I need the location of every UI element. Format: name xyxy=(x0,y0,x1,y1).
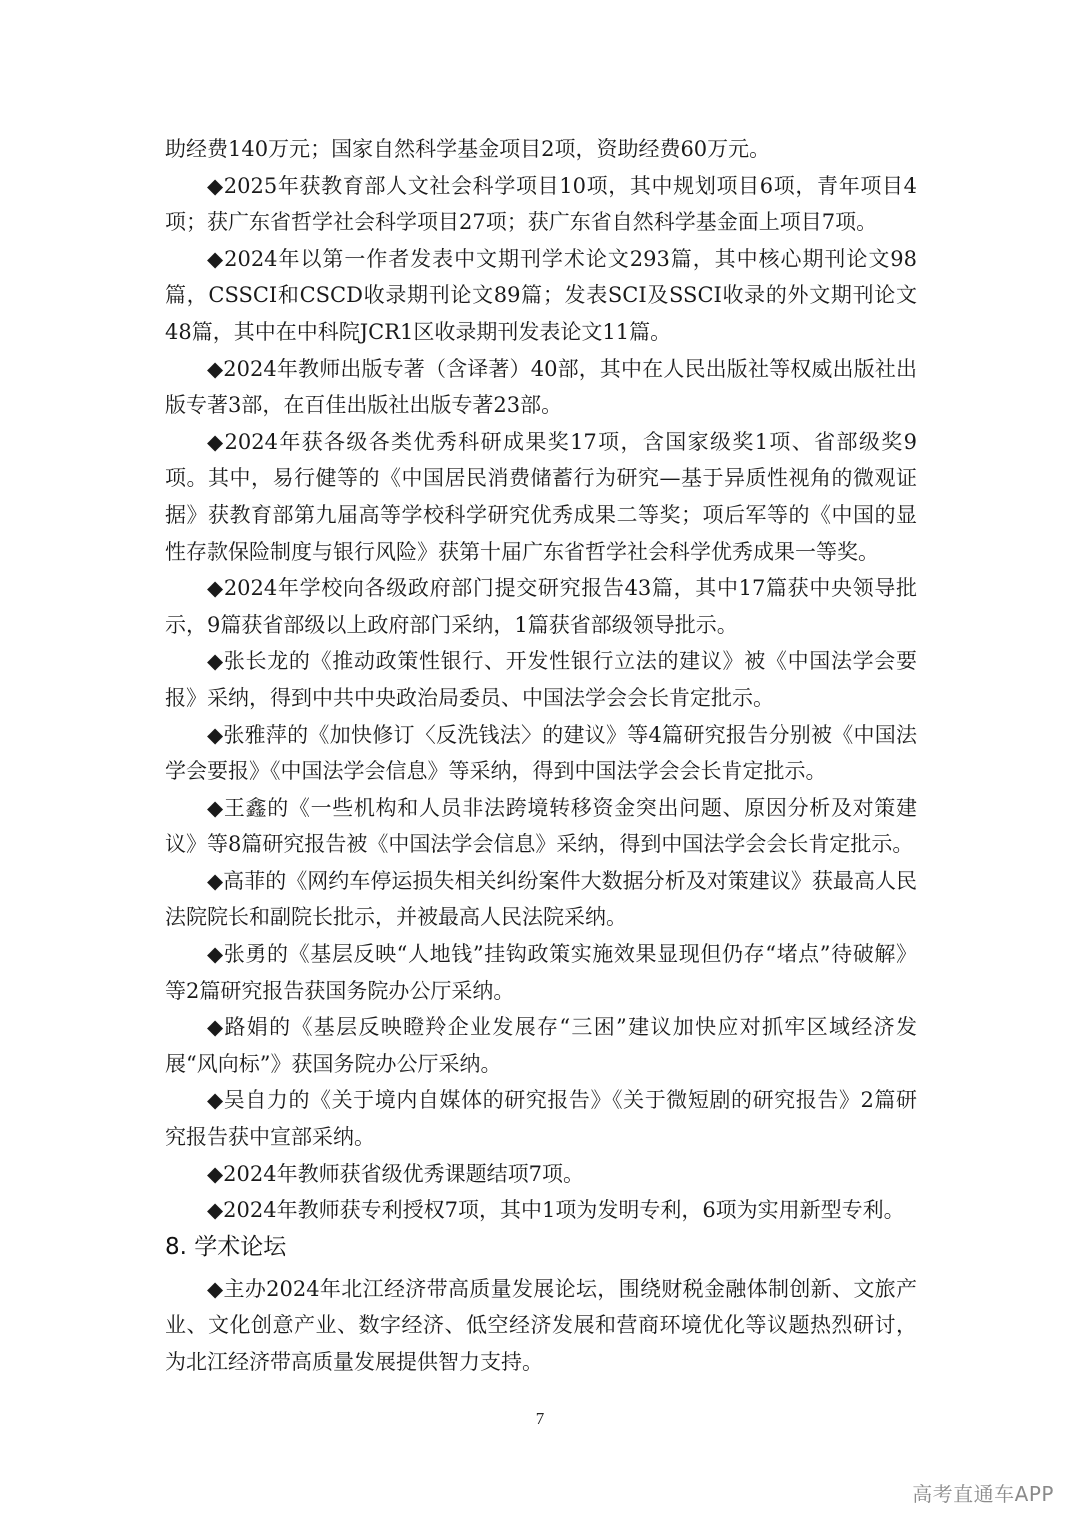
paragraph-forum: ◆主办2024年北江经济带高质量发展论坛，围绕财税金融体制创新、文旅产业、文化创意产业、数字经济、低空经济发展和营商环境优化等议题热烈研讨，为北江经济带高质量发展提供智力支持。 xyxy=(165,1276,917,1374)
watermark: 高考直通车APP xyxy=(912,1482,1054,1506)
paragraph-monographs: ◆2024年教师出版专著（含译著）40部，其中在人民出版社等权威出版社出版专著3部，在百佳出版社出版专著23部。 xyxy=(165,356,917,418)
paragraph-continuation: 助经费140万元；国家自然科学基金项目2项，资助经费60万元。 xyxy=(165,137,771,161)
page-number: 7 xyxy=(535,1409,545,1428)
paragraph-zhang-yong: ◆张勇的《基层反映“人地钱”挂钩政策实施效果显现但仍存“堵点”待破解》等2篇研究报告获国务院办公厅采纳。 xyxy=(165,942,917,1003)
paragraph-research-reports: ◆2024年学校向各级政府部门提交研究报告43篇，其中17篇获中央领导批示，9篇获省部级以上政府部门采纳，1篇获省部级领导批示。 xyxy=(165,576,917,637)
paragraph-gao-fei: ◆高菲的《网约车停运损失相关纠纷案件大数据分析及对策建议》获最高人民法院院长和副院长批示，并被最高人民法院采纳。 xyxy=(165,868,917,930)
paragraph-moe-projects: ◆2025年获教育部人文社会科学项目10项，其中规划项目6项，青年项目4项；获广东省哲学社会科学项目27项；获广东省自然科学基金面上项目7项。 xyxy=(165,173,917,235)
paragraph-zhang-yaping: ◆张雅萍的《加快修订〈反洗钱法〉的建议》等4篇研究报告分别被《中国法学会要报》《中国法学会信息》等采纳，得到中国法学会会长肯定批示。 xyxy=(165,722,917,784)
paragraph-wu-zili: ◆吴自力的《关于境内自媒体的研究报告》《关于微短剧的研究报告》2篇研究报告获中宣部采纳。 xyxy=(165,1088,917,1150)
paragraph-journal-papers: ◆2024年以第一作者发表中文期刊学术论文293篇，其中核心期刊论文98篇，CSSCI和CSCD收录期刊论文89篇；发表SCI及SSCI收录的外文期刊论文48篇，其中在中科院JCR1区收录期刊发表论文11篇。 xyxy=(165,246,917,344)
paragraph-wang-xin: ◆王鑫的《一些机构和人员非法跨境转移资金突出问题、原因分析及对策建议》等8篇研究报告被《中国法学会信息》采纳，得到中国法学会会长肯定批示。 xyxy=(165,795,917,857)
paragraph-lu-juan: ◆路娟的《基层反映瞪羚企业发展存“三困”建议加快应对抓牢区域经济发展“风向标”》获国务院办公厅采纳。 xyxy=(165,1015,917,1076)
section-heading-academic-forum: 8. 学术论坛 xyxy=(165,1233,287,1260)
paragraph-zhang-changlong: ◆张长龙的《推动政策性银行、开发性银行立法的建议》被《中国法学会要报》采纳，得到中共中央政治局委员、中国法学会会长肯定批示。 xyxy=(165,649,917,710)
paragraph-provincial-projects: ◆2024年教师获省级优秀课题结项7项。 xyxy=(207,1161,584,1186)
paragraph-research-awards: ◆2024年获各级各类优秀科研成果奖17项，含国家级奖1项、省部级奖9项。其中，易行健等的《中国居民消费储蓄行为研究—基于异质性视角的微观证据》获教育部第九届高等学校科学研究优秀成果二等奖；项后军等的《中国的显性存款保险制度与银行风险》获第十届广东省哲学社会科学优秀成果一等奖。 xyxy=(165,429,917,564)
document-page xyxy=(165,131,917,1381)
paragraph-patents: ◆2024年教师获专利授权7项，其中1项为发明专利，6项为实用新型专利。 xyxy=(207,1198,905,1223)
